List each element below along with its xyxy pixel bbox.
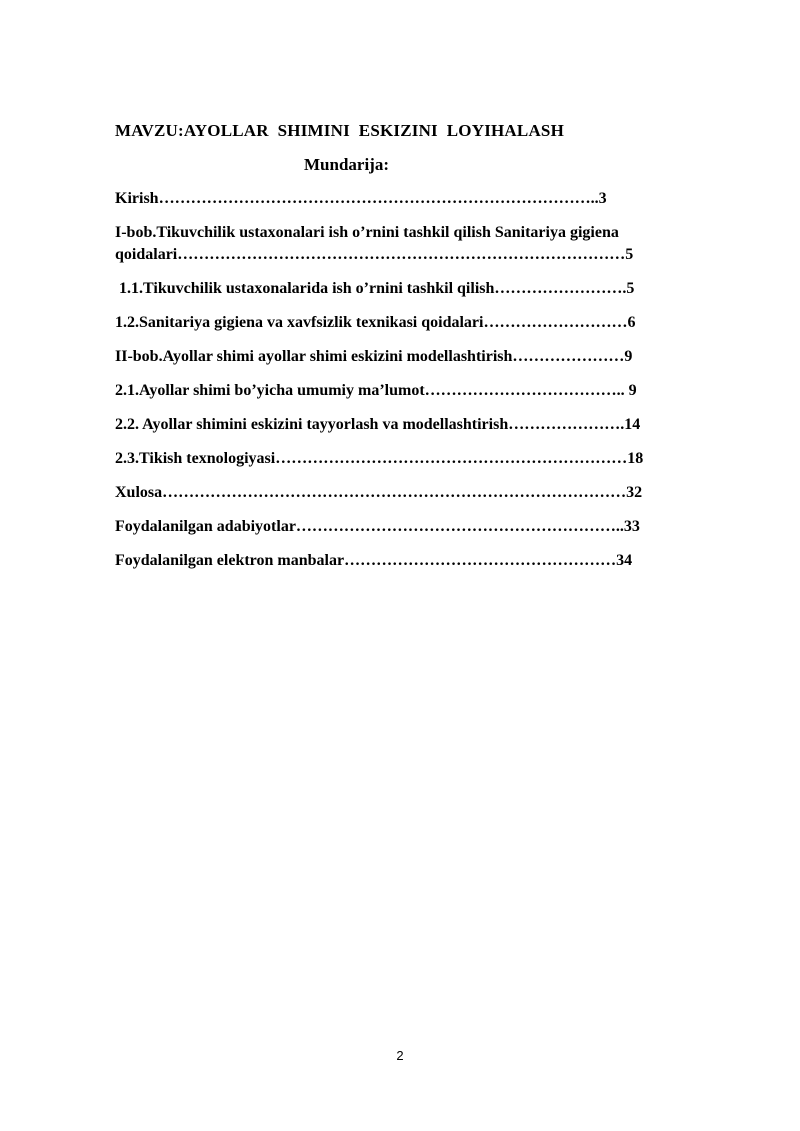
toc-entry-elektron-manbalar (115, 550, 745, 572)
toc-entry-text: 2.2. Ayollar shimini eskizini tayyorlash va modellashtirish………………….14 (115, 416, 641, 433)
toc-entry-xulosa (115, 482, 745, 504)
toc-entry-text: Foydalanilgan adabiyotlar……………………………………………………..33 (115, 518, 640, 535)
toc-heading: Mundarija: (304, 155, 389, 174)
toc-entry-2-2 (115, 414, 745, 436)
toc-entry-chapter-1 (115, 222, 730, 266)
toc-entry-2-1 (115, 380, 745, 402)
page-number: 2 (396, 1048, 404, 1063)
toc-entry-text: Xulosa……………………………………………………………………………32 (115, 484, 643, 501)
toc-entry-text: II-bob.Ayollar shimi ayollar shimi eskizini modellashtirish…………………9 (115, 348, 633, 365)
toc-entry-kirish (115, 188, 745, 210)
document-title: MAVZU:AYOLLAR SHIMINI ESKIZINI LOYIHALASH (115, 121, 565, 140)
toc-entry-1-1 (115, 278, 745, 300)
toc-entry-text: 2.3.Tikish texnologiyasi…………………………………………………………18 (115, 450, 644, 467)
toc-entry-text: Kirish………………………………………………………………………..3 (115, 190, 607, 207)
toc-entry-chapter-2 (115, 346, 745, 368)
toc-entry-text: 1.1.Tikuvchilik ustaxonalarida ish o’rnini tashkil qilish…………………….5 (115, 280, 635, 297)
toc-entry-text: 1.2.Sanitariya gigiena va xavfsizlik texnikasi qoidalari………………………6 (115, 314, 636, 331)
toc-entry-1-2 (115, 312, 745, 334)
toc-entry-2-3 (115, 448, 745, 470)
toc-entry-text: 2.1.Ayollar shimi bo’yicha umumiy ma’lumot……………………………….. 9 (115, 382, 637, 399)
toc-entry-adabiyotlar (115, 516, 745, 538)
toc-entry-text-continued: qoidalari…………………………………………………………………………5 (115, 246, 634, 263)
table-of-contents (115, 188, 745, 584)
toc-entry-text: I-bob.Tikuvchilik ustaxonalari ish o’rnini tashkil qilish Sanitariya gigiena (115, 224, 619, 241)
toc-entry-text: Foydalanilgan elektron manbalar……………………………………………34 (115, 552, 633, 569)
